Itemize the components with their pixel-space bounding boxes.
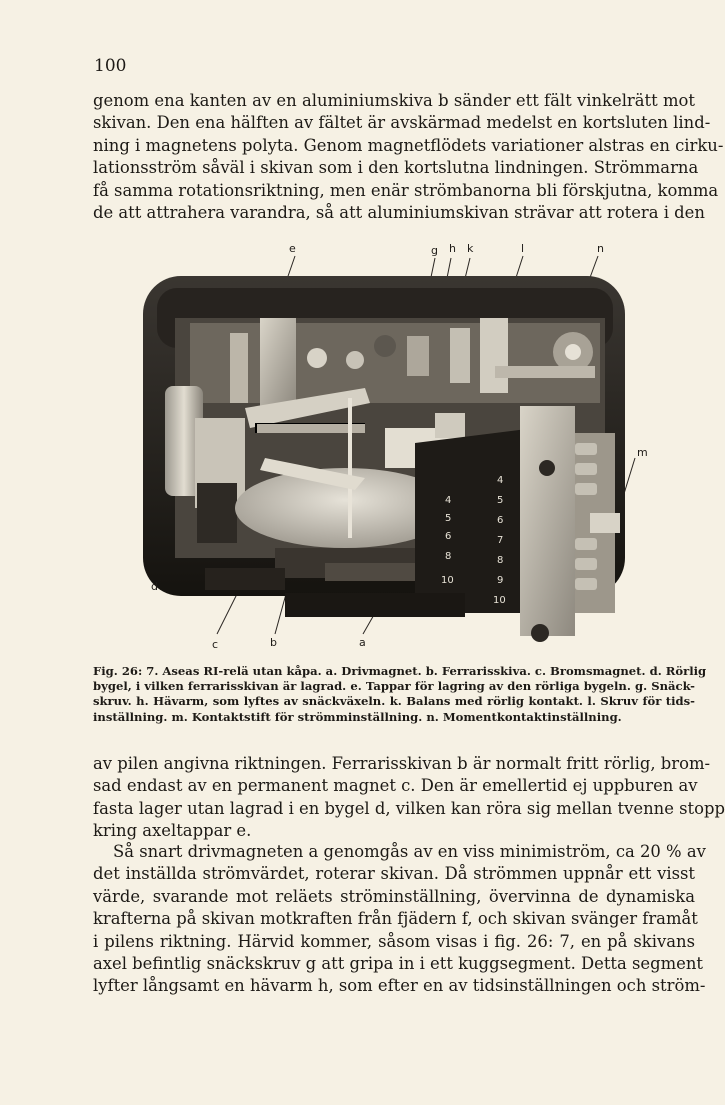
text-line: ning i magnetens polyta. Genom magnetflödets variationer alstras en cirku- — [93, 135, 724, 155]
label-b: b — [270, 636, 277, 648]
text-line: krafterna på skivan motkraften från fjädern f, och skivan svänger framåt — [93, 909, 698, 929]
label-c: c — [212, 638, 219, 648]
scale-number: 8 — [445, 551, 452, 562]
text-line: av pilen angivna riktningen. Ferrarisskivan b är normalt fritt rörlig, brom- — [93, 754, 711, 773]
text-line: sad endast av en permanent magnet c. Den är emellertid ej uppburen av — [93, 776, 698, 796]
scale-number: 4 — [497, 475, 504, 486]
text-line: det inställda strömvärdet, roterar skivan. Då strömmen uppnår ett visst — [93, 864, 695, 884]
text-line: få samma rotationsriktning, men enär strömbanorna bli förskjutna, komma — [93, 180, 719, 200]
text-line: skivan. Den ena hälften av fältet är avskärmad medelst en kortsluten lind- — [93, 113, 711, 133]
scale-number: 4 — [445, 495, 452, 506]
scale-number: 5 — [497, 495, 504, 506]
label-e: e — [289, 242, 296, 255]
relay-illustration — [135, 238, 655, 648]
scale-number: 10 — [493, 595, 506, 606]
caption-line: bygel, i vilken ferrarisskivan är lagrad. e. Tappar för lagring av den rörliga bygeln. g. Snäck- — [93, 679, 695, 694]
text-line: axel befintlig snäckskruv g att gripa in i ett kuggsegment. Detta segment — [93, 954, 703, 974]
text-line: i pilens riktning. Härvid kommer, såsom visas i fig. 26: 7, en på skivans — [93, 931, 695, 951]
text-line: värde, svarande mot reläets ströminställning, övervinna de dynamiska — [93, 886, 695, 906]
scale-number: 8 — [497, 555, 504, 566]
text-line: de att attrahera varandra, så att aluminiumskivan strävar att rotera i den — [93, 203, 705, 223]
text-line: lationsström såväl i skivan som i den kortslutna lindningen. Strömmarna — [93, 158, 699, 178]
page-number: 100 — [94, 56, 127, 76]
text-line: lyfter långsamt en hävarm h, som efter en av tidsinställningen och ström- — [93, 976, 706, 996]
text-line: genom ena kanten av en aluminiumskiva b sänder ett fält vinkelrätt mot — [93, 91, 695, 110]
label-d: d — [151, 580, 158, 593]
scale-number: 10 — [441, 575, 454, 586]
label-n: n — [597, 242, 604, 255]
label-m: m — [637, 446, 648, 459]
paragraph-bottom — [93, 841, 706, 998]
label-g: g — [431, 244, 438, 257]
paragraph-middle — [93, 753, 725, 843]
label-k: k — [467, 242, 474, 255]
text-line: kring axeltappar e. — [93, 821, 252, 841]
label-a: a — [359, 636, 366, 648]
scale-number: 5 — [445, 513, 452, 524]
text-line: Så snart drivmagneten a genomgås av en viss minimiström, ca 20 % av — [113, 842, 706, 861]
relay-photograph — [135, 238, 655, 648]
figure-caption — [93, 664, 707, 725]
label-l: l — [521, 242, 525, 255]
caption-line: skruv. h. Hävarm, som lyftes av snäckväxeln. k. Balans med rörlig kontakt. l. Skruv för tids- — [93, 694, 695, 709]
scale-number: 6 — [445, 531, 452, 542]
scale-number: 7 — [497, 535, 504, 546]
label-h: h — [449, 242, 456, 255]
text-line: fasta lager utan lagrad i en bygel d, vilken kan röra sig mellan tvenne stopp — [93, 798, 725, 818]
caption-line: Fig. 26: 7. Aseas RI-relä utan kåpa. a. Drivmagnet. b. Ferrarisskiva. c. Bromsmagnet. d. Rörlig — [93, 664, 707, 678]
paragraph-top — [93, 90, 724, 224]
scale-number: 9 — [497, 575, 504, 586]
scale-number: 6 — [497, 515, 504, 526]
caption-line: inställning. m. Kontaktstift för strömminställning. n. Momentkontaktinställning. — [93, 709, 622, 724]
